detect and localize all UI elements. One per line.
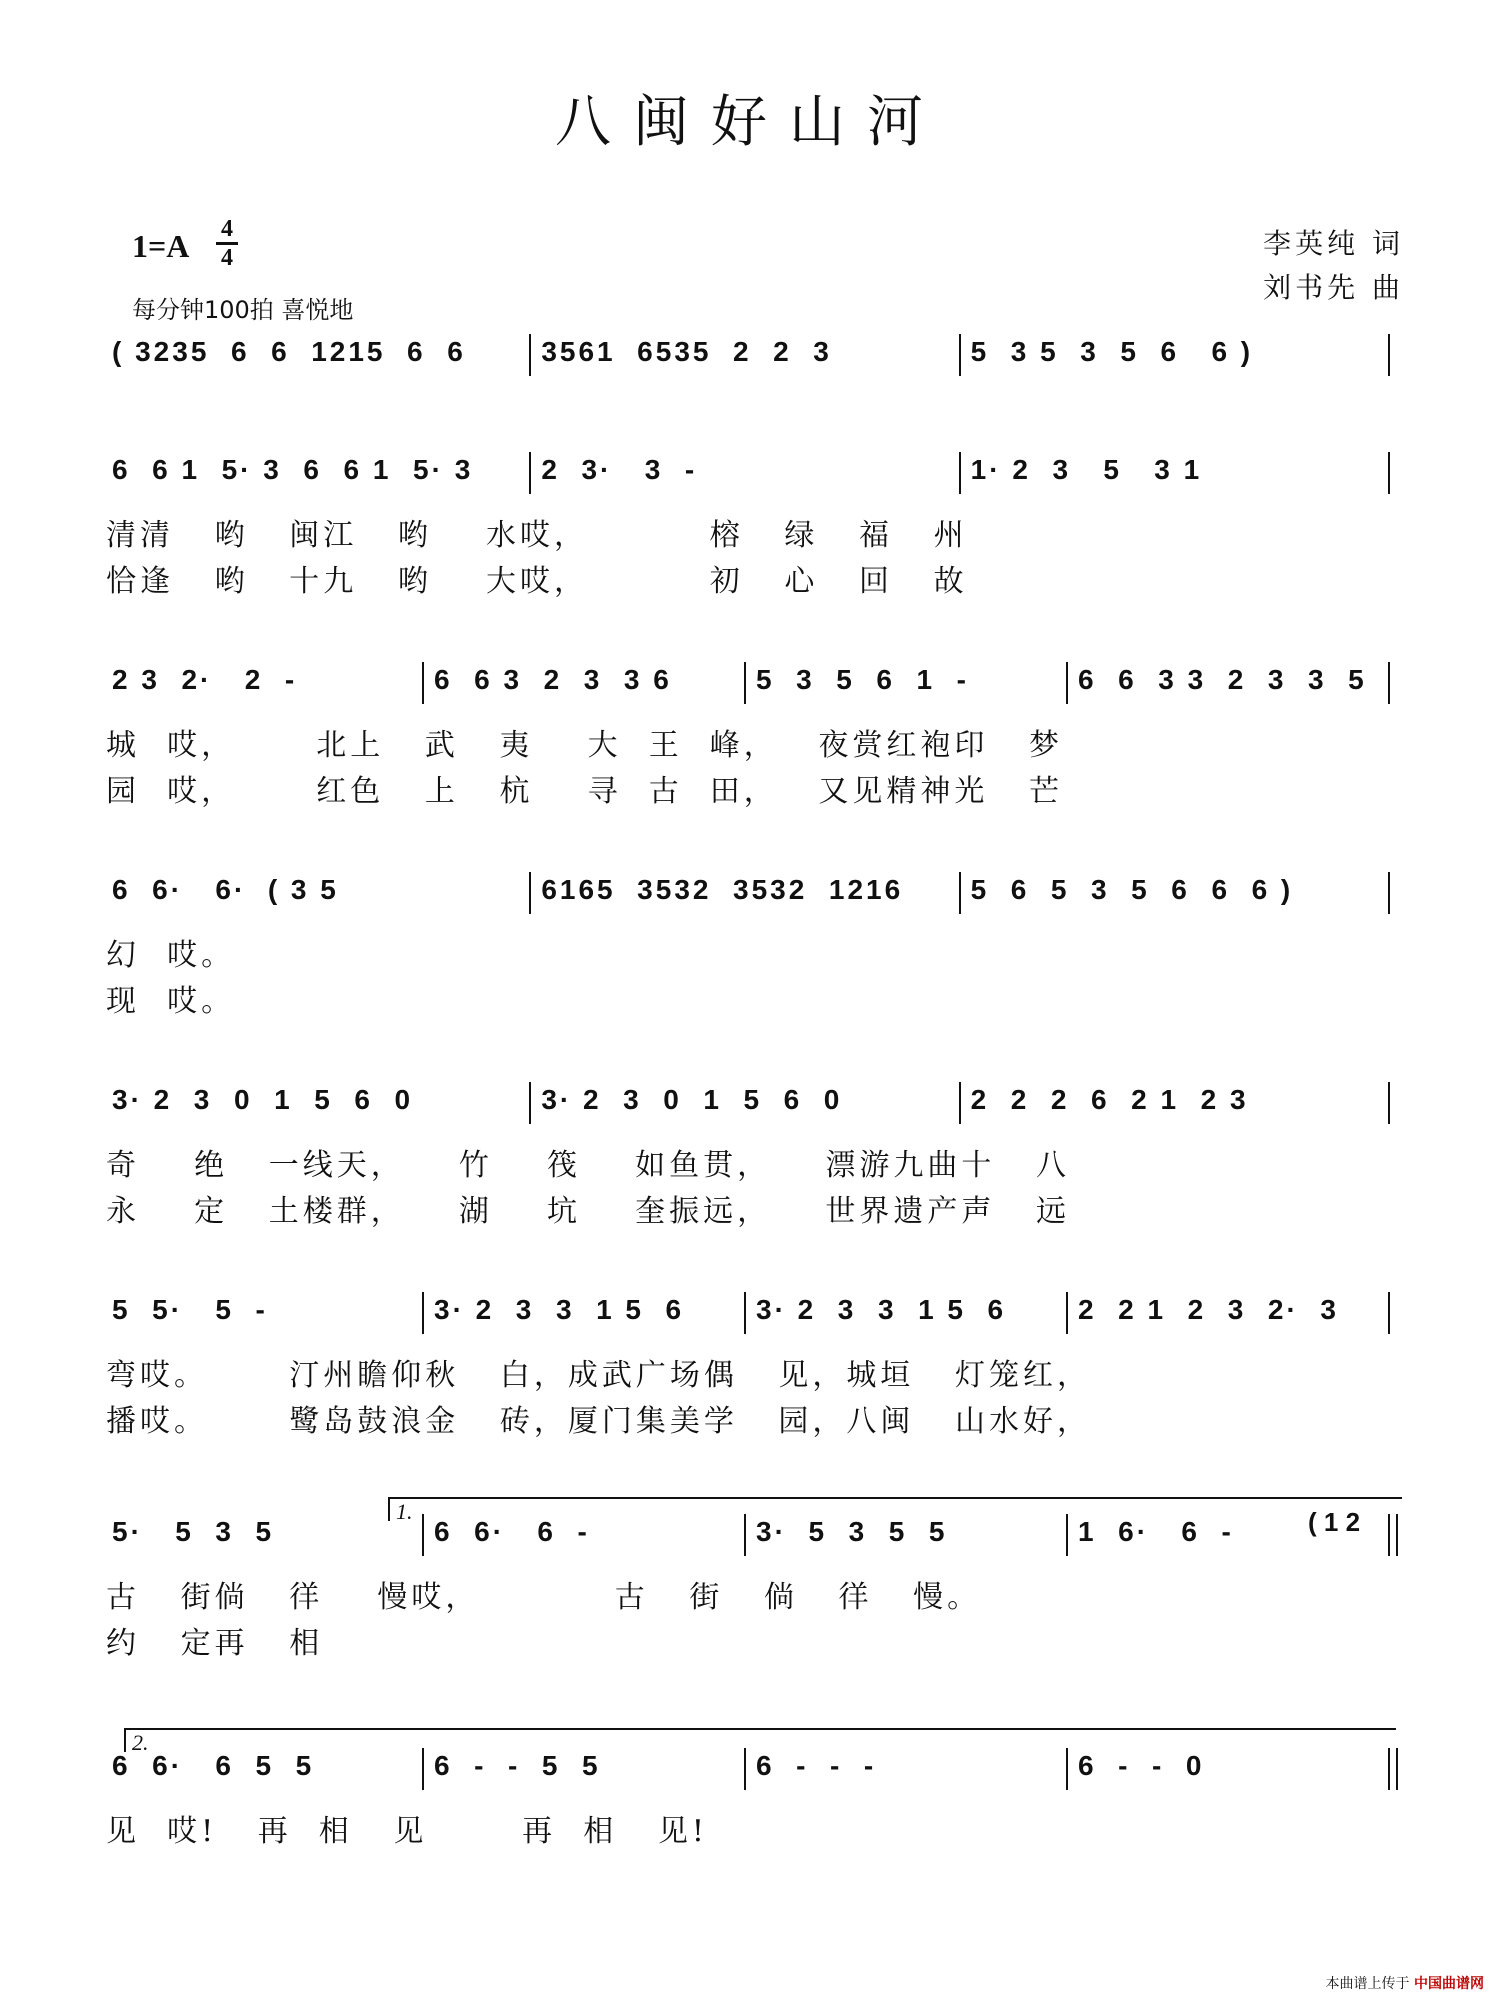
barline (422, 662, 424, 704)
barline (744, 662, 746, 704)
lyric-line-2 (106, 1392, 1394, 1438)
barline (1388, 1292, 1390, 1334)
measure-notes: 6 6· 6· ( 3 5 (112, 874, 339, 905)
measure-notes: 6 6 3 3 2 3 3 5 (1078, 664, 1367, 695)
measure-notes: 3· 5 3 5 5 (756, 1516, 948, 1547)
measure-notes: 3· 2 3 3 1 5 6 (756, 1294, 1007, 1325)
notation-line (106, 1078, 1394, 1136)
barline (744, 1748, 746, 1790)
footer-brand: 中国曲谱网 (1414, 1976, 1484, 1992)
measure-notes: 5 6 5 3 5 6 6 6 ) (970, 874, 1294, 905)
measure-notes: 6 - - 0 (1078, 1750, 1205, 1781)
score-system (106, 658, 1394, 808)
measure-notes: 2 3 2· 2 - (112, 664, 298, 695)
measure-notes: 3· 2 3 0 1 5 6 0 (541, 1084, 843, 1115)
lyric-text: 约 定再 相 (106, 1626, 324, 1661)
measure-notes: 2 2 2 6 2 1 2 3 (970, 1084, 1249, 1115)
measure-notes: 6 6· 6 5 5 (112, 1750, 315, 1781)
barline (1066, 662, 1068, 704)
lyric-line-2 (106, 552, 1394, 598)
measure-notes: 5· 5 3 5 (112, 1516, 275, 1547)
barline (1066, 1748, 1068, 1790)
lyric-line-1 (106, 1346, 1394, 1392)
lyric-text: 城 哎， 北上 武 夷 大 王 峰， 夜赏红袍印 梦 (106, 728, 1064, 763)
key-signature: 1=A (132, 228, 190, 264)
lyric-text: 见 哎! 再 相 见 再 相 见! (106, 1814, 708, 1849)
lyric-text: 播哎。 鹭岛鼓浪金 砖，厦门集美学 园，八闽 山水好， (106, 1404, 1092, 1439)
barline (529, 334, 531, 376)
barline (529, 872, 531, 914)
barline (422, 1748, 424, 1790)
measure-notes: 5 3 5 6 1 - (756, 664, 969, 695)
measure-notes: 6 6· 6 - (434, 1516, 590, 1547)
second-ending-bracket (124, 1728, 1396, 1755)
time-sig-top: 4 (221, 216, 233, 242)
lyric-line-1 (106, 1568, 1394, 1614)
lyric-text: 古 街倘 徉 慢哎， 古 街 倘 徉 慢。 (106, 1580, 982, 1615)
score-system (106, 1510, 1394, 1660)
lyric-line-1 (106, 1136, 1394, 1182)
lyric-text: 永 定 土楼群， 湖 坑 奎振远， 世界遗产声 远 (106, 1194, 1070, 1229)
barline (1066, 1292, 1068, 1334)
first-ending-label: 1. (396, 1499, 413, 1524)
lyric-line-2 (106, 1614, 1394, 1660)
barline (959, 872, 961, 914)
score-system (106, 1744, 1394, 1848)
score-system (106, 448, 1394, 598)
measure-notes: 1 6· 6 - (1078, 1516, 1234, 1547)
barline (959, 334, 961, 376)
lyric-line-2 (106, 972, 1394, 1018)
barline (529, 1082, 531, 1124)
barline (1388, 452, 1390, 494)
notation-line (106, 658, 1394, 716)
lyricist-credit: 李英纯 词 (1263, 227, 1404, 260)
measure-notes: 2 3· 3 - (541, 454, 698, 485)
score-system (106, 330, 1394, 388)
lyric-text: 现 哎。 (106, 984, 236, 1019)
barline (744, 1292, 746, 1334)
barline (1388, 1082, 1390, 1124)
barline (1388, 872, 1390, 914)
notation-line (106, 868, 1394, 926)
measure-notes: 1· 2 3 5 3 1 (970, 454, 1203, 485)
measure-notes: 6 - - - (756, 1750, 877, 1781)
lyric-line-1 (106, 716, 1394, 762)
footer-watermark (1326, 1973, 1484, 1993)
barline (422, 1292, 424, 1334)
notation-line (106, 1288, 1394, 1346)
footer-text: 本曲谱上传于 (1325, 1976, 1410, 1992)
measure-notes: 3· 2 3 3 1 5 6 (434, 1294, 685, 1325)
notation-line (106, 448, 1394, 506)
measure-notes: 6 6 1 5· 3 6 6 1 5· 3 (112, 454, 474, 485)
barline (959, 1082, 961, 1124)
lyric-text: 弯哎。 汀州瞻仰秋 白，成武广场偶 见，城垣 灯笼红， (106, 1358, 1092, 1393)
lyric-line-1 (106, 506, 1394, 552)
pickup-notes: ( 1 2 (1308, 1507, 1361, 1537)
lyric-text: 幻 哎。 (106, 938, 236, 973)
lyric-text: 园 哎， 红色 上 杭 寻 古 田， 又见精神光 芒 (106, 774, 1064, 809)
barline (959, 452, 961, 494)
lyric-text: 清清 哟 闽江 哟 水哎， 榕 绿 福 州 (106, 518, 968, 553)
composer-credit: 刘书先 曲 (1263, 271, 1404, 304)
measure-notes: 5 5· 5 - (112, 1294, 268, 1325)
measure-notes: 3561 6535 2 2 3 (541, 336, 832, 367)
lyric-text: 奇 绝 一线天， 竹 筏 如鱼贯， 漂游九曲十 八 (106, 1148, 1070, 1183)
measure-notes: 2 2 1 2 3 2· 3 (1078, 1294, 1339, 1325)
lyric-line-1 (106, 1802, 1394, 1848)
measure-notes: 6 - - 5 5 (434, 1750, 601, 1781)
lyric-line-2 (106, 762, 1394, 808)
lyric-line-1 (106, 926, 1394, 972)
measure-notes: 6165 3532 3532 1216 (541, 874, 904, 905)
notation-line (106, 330, 1394, 388)
score-system (106, 1288, 1394, 1438)
measure-notes: ( 3235 6 6 1215 6 6 (112, 336, 466, 367)
measure-notes: 5 3 5 3 5 6 6 ) (970, 336, 1254, 367)
score-system (106, 868, 1394, 1018)
second-ending-label: 2. (132, 1730, 149, 1755)
lyric-text: 恰逢 哟 十九 哟 大哎， 初 心 回 故 (106, 564, 968, 599)
tempo-marking: 每分钟100拍 喜悦地 (132, 296, 354, 324)
score-title: 八闽好山河 (555, 90, 945, 155)
lyric-line-2 (106, 1182, 1394, 1228)
notation-line (106, 1744, 1394, 1802)
time-signature (214, 216, 240, 271)
barline (1388, 334, 1390, 376)
barline (1388, 662, 1390, 704)
barline (529, 452, 531, 494)
barline (1388, 1748, 1390, 1790)
measure-notes: 6 6 3 2 3 3 6 (434, 664, 672, 695)
time-sig-bottom: 4 (221, 245, 233, 271)
score-system (106, 1078, 1394, 1228)
measure-notes: 3· 2 3 0 1 5 6 0 (112, 1084, 414, 1115)
